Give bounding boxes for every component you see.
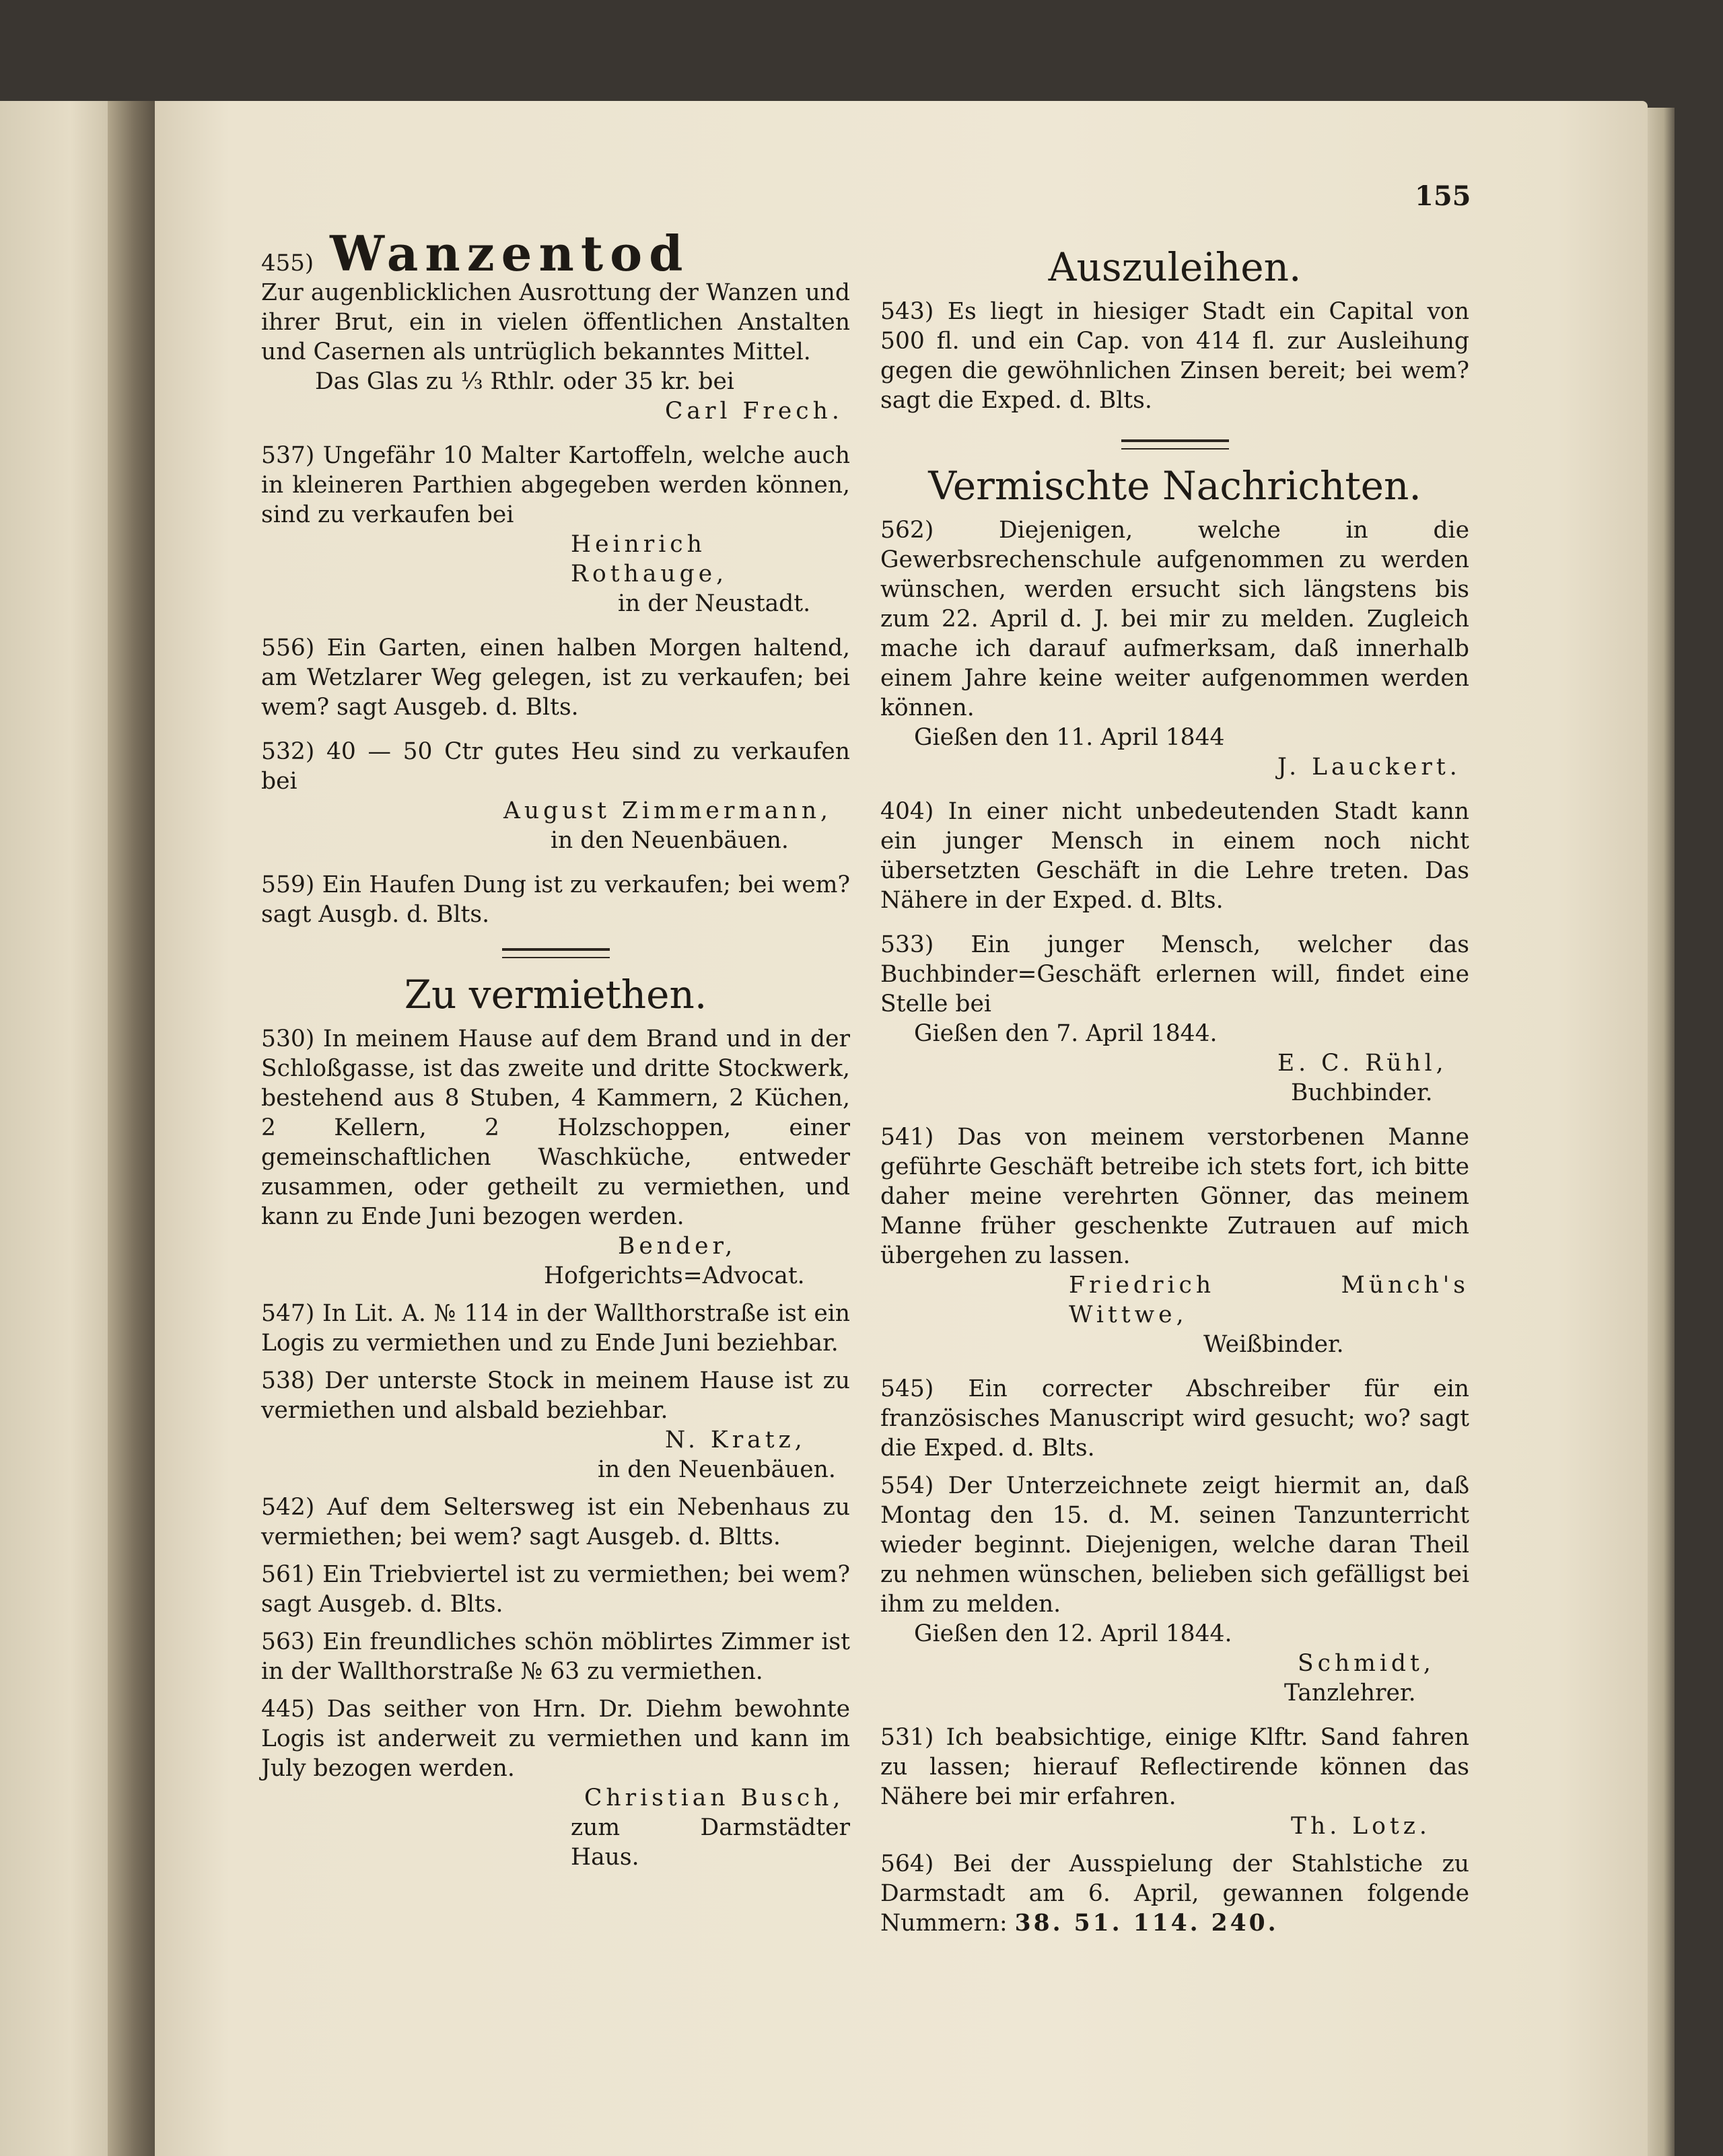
section-title-zu-vermiethen: Zu vermiethen.	[404, 972, 707, 1017]
ad-signature-line2: in der Neustadt.	[618, 590, 811, 617]
ad-signature: August Zimmermann,	[503, 797, 833, 824]
winning-numbers: 38. 51. 114. 240.	[1014, 1910, 1279, 1937]
ad-signature-line2: Weißbinder.	[1203, 1331, 1344, 1358]
ad-556	[261, 633, 850, 722]
ad-body: Der Unterzeichnete zeigt hiermit an, daß Montag den 15. d. M. seinen Tanzunterricht wieder beginnt. Diejenigen, welche daran Theil zu nehmen wünschen, belieben sich gefälligst bei ihm zu melden.	[880, 1472, 1469, 1618]
ad-date: Gießen den 7. April 1844.	[914, 1020, 1218, 1047]
ad-538	[261, 1366, 850, 1484]
section-title-vermischte-nachrichten: Vermischte Nachrichten.	[928, 463, 1421, 509]
ad-body: Das von meinem verstorbenen Manne geführte Geschäft betreibe ich stets fort, ich bitte daher meine verehrten Gönner, das meinem Manne früher geschenkte Zutrauen auf mich übergehen zu lassen.	[880, 1124, 1470, 1269]
ad-404	[880, 797, 1469, 915]
ad-body: Das seither von Hrn. Dr. Diehm bewohnte Logis ist anderweit zu vermiethen und kann im July bezogen werden.	[261, 1696, 850, 1782]
page-number: 155	[1415, 180, 1471, 212]
ad-body: Ungefähr 10 Malter Kartoffeln, welche auch in kleineren Parthien abgegeben werden können, sind zu verkaufen bei	[261, 442, 851, 528]
ad-signature: Heinrich Rothauge,	[571, 531, 728, 587]
ad-body: Ein Haufen Dung ist zu verkaufen; bei wem? sagt Ausgb. d. Blts.	[261, 871, 851, 928]
ad-number: 563)	[261, 1628, 315, 1655]
left-column	[261, 225, 851, 1872]
ad-number: 542)	[261, 1494, 315, 1521]
ad-559	[261, 870, 850, 929]
book-spine	[108, 101, 162, 2156]
ad-number: 547)	[261, 1300, 315, 1327]
ad-number: 564)	[880, 1850, 934, 1877]
ad-body: Auf dem Seltersweg ist ein Nebenhaus zu vermiethen; bei wem? sagt Ausgeb. d. Bltts.	[261, 1494, 850, 1550]
section-rule	[1121, 439, 1229, 450]
ad-number: 445)	[261, 1696, 315, 1723]
ad-signature: Friedrich Münch's Wittwe,	[1069, 1272, 1469, 1328]
ad-562	[880, 515, 1469, 782]
ad-body: 40 — 50 Ctr gutes Heu sind zu verkaufen bei	[261, 738, 850, 795]
ad-545	[880, 1374, 1469, 1463]
ad-547	[261, 1299, 850, 1358]
ad-body: Der unterste Stock in meinem Hause ist zu vermiethen und alsbald beziehbar.	[261, 1367, 851, 1424]
ad-body: Zur augenblicklichen Ausrottung der Wanzen und ihrer Brut, ein in vielen öffentlichen Anstalten und Casernen als untrüglich bekanntes Mittel.	[261, 279, 850, 365]
page-edge	[1648, 108, 1675, 2156]
ad-body: Ein Triebviertel ist zu vermiethen; bei wem? sagt Ausgeb. d. Blts.	[261, 1561, 850, 1618]
ad-body: Ein Garten, einen halben Morgen haltend, am Wetzlarer Weg gelegen, ist zu verkaufen; bei wem? sagt Ausgeb. d. Blts.	[261, 635, 850, 721]
ad-signature: E. C. Rühl,	[1277, 1050, 1448, 1077]
ad-signature-line2: zum Darmstädter Haus.	[571, 1814, 850, 1871]
ad-number: 455)	[261, 250, 314, 277]
ad-number: 562)	[880, 517, 934, 544]
ad-body: In einer nicht unbedeutenden Stadt kann ein junger Mensch in einem noch nicht übersetzten Geschäft in die Lehre treten. Das Nähere in der Exped. d. Blts.	[880, 798, 1470, 914]
ad-body: Ein junger Mensch, welcher das Buchbinder=Geschäft erlernen will, findet eine Stelle bei	[880, 931, 1469, 1017]
ad-signature: N. Kratz,	[665, 1427, 806, 1453]
ad-563	[261, 1627, 850, 1686]
ad-543	[880, 297, 1469, 415]
ad-body: Diejenigen, welche in die Gewerbsrechenschule aufgenommen zu werden wünschen, werden ersucht sich längstens bis zum 22. April d. J. bei mir zu melden. Zugleich mache ich darauf aufmerksam, daß innerhalb einem Jahre keine weiter aufgenommen werden können.	[880, 517, 1470, 721]
ad-number: 532)	[261, 738, 315, 765]
ad-body: Ich beabsichtige, einige Klftr. Sand fahren zu lassen; hierauf Reflectirende können das Nähere bei mir erfahren.	[880, 1724, 1469, 1810]
ad-body: Ein freundliches schön möblirtes Zimmer ist in der Wallthorstraße № 63 zu vermiethen.	[261, 1628, 850, 1685]
ad-signature: Christian Busch,	[584, 1785, 845, 1811]
ad-541	[880, 1122, 1469, 1359]
ad-number: 530)	[261, 1026, 315, 1052]
ad-531	[880, 1723, 1469, 1841]
ad-number: 559)	[261, 871, 315, 898]
ad-number: 554)	[880, 1472, 934, 1499]
ad-date: Gießen den 12. April 1844.	[914, 1620, 1232, 1647]
ad-signature: Th. Lotz.	[1291, 1813, 1431, 1840]
ad-signature-line2: in den Neuenbäuen.	[551, 827, 789, 854]
ad-signature: Bender,	[618, 1233, 737, 1260]
ad-number: 545)	[880, 1375, 934, 1402]
ad-445	[261, 1694, 850, 1872]
ad-number: 543)	[880, 298, 934, 325]
ad-signature-line2: Hofgerichts=Advocat.	[544, 1262, 805, 1289]
ad-body: In meinem Hause auf dem Brand und in der Schloßgasse, ist das zweite und dritte Stockwerk, bestehend aus 8 Stuben, 4 Kammern, 2 Küchen, 2 Kellern, 2 Holzschoppen, einer gemeinschaftlichen Waschküche, entweder zusammen, oder getheilt zu vermiethen, und kann zu Ende Juni bezogen werden.	[261, 1026, 850, 1230]
ad-signature: Schmidt,	[1298, 1650, 1435, 1677]
ad-signature: Carl Frech.	[665, 398, 843, 425]
ad-signature-line2: Tanzlehrer.	[1284, 1680, 1416, 1706]
ad-537	[261, 441, 850, 618]
ad-signature-line2: Buchbinder.	[1291, 1079, 1433, 1106]
right-column	[880, 239, 1469, 1938]
ad-number: 404)	[880, 798, 934, 825]
ad-number: 556)	[261, 635, 315, 661]
ad-number: 533)	[880, 931, 934, 958]
ad-title: Wanzentod	[330, 225, 690, 282]
ad-signature: J. Lauckert.	[1277, 754, 1461, 781]
ad-564	[880, 1849, 1469, 1938]
ad-body: Ein correcter Abschreiber für ein französisches Manuscript wird gesucht; wo? sagt die Exped. d. Blts.	[880, 1375, 1470, 1462]
ad-455	[261, 225, 850, 426]
ad-532	[261, 737, 850, 855]
ad-554	[880, 1471, 1469, 1708]
ad-body: Es liegt in hiesiger Stadt ein Capital von 500 fl. und ein Cap. von 414 fl. zur Ausleihung gegen die gewöhnlichen Zinsen bereit; bei wem? sagt die Exped. d. Blts.	[880, 298, 1469, 414]
ad-561	[261, 1560, 850, 1619]
ad-542	[261, 1493, 850, 1552]
ad-533	[880, 930, 1469, 1108]
ad-number: 541)	[880, 1124, 934, 1151]
ad-number: 531)	[880, 1724, 934, 1751]
ad-number: 561)	[261, 1561, 315, 1588]
ad-body: In Lit. A. № 114 in der Wallthorstraße ist ein Logis zu vermiethen und zu Ende Juni beziehbar.	[261, 1300, 851, 1357]
ad-number: 537)	[261, 442, 315, 469]
section-rule	[502, 948, 610, 958]
ad-530	[261, 1024, 850, 1291]
ad-signature-line2: in den Neuenbäuen.	[598, 1456, 836, 1483]
section-title-auszuleihen: Auszuleihen.	[1048, 244, 1302, 290]
ad-date: Gießen den 11. April 1844	[914, 724, 1225, 751]
ad-price: Das Glas zu ⅓ Rthlr. oder 35 kr. bei	[315, 368, 734, 395]
ad-number: 538)	[261, 1367, 315, 1394]
ad-body: Bei der Ausspielung der Stahlstiche zu Darmstadt am 6. April, gewannen folgende Nummern:	[880, 1850, 1469, 1937]
